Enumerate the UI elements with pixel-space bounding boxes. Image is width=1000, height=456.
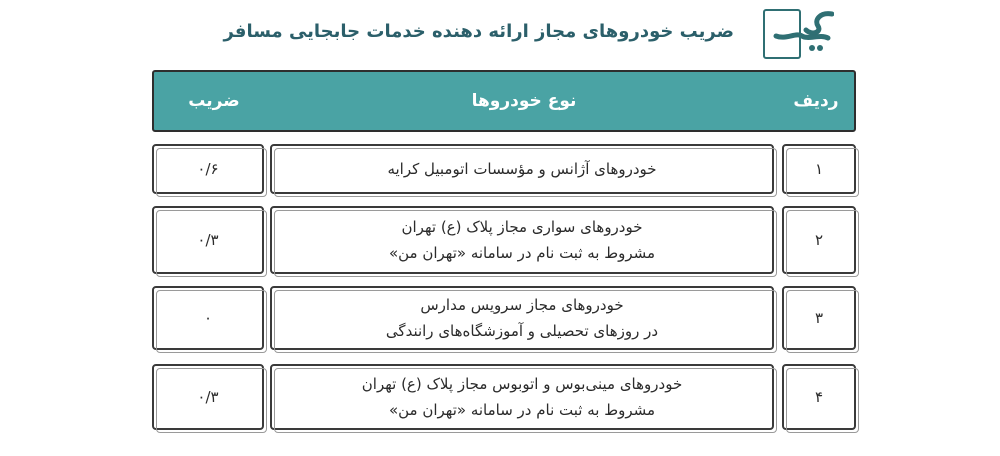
row-3-vehicle-type (270, 286, 774, 350)
row-2-vehicle-type (270, 206, 774, 274)
row-3-type-line-2: در روزهای تحصیلی و آموزشگاه‌های رانندگی (385, 322, 659, 340)
row-2-number: ۲ (782, 206, 856, 274)
row-4-number: ۴ (782, 364, 856, 430)
row-4-vehicle-type (270, 364, 774, 430)
row-4-type-line-2: مشروط به ثبت نام در سامانه «تهران من» (388, 401, 656, 419)
header-vehicle-type: نوع خودروها (471, 91, 577, 111)
table-header (152, 70, 856, 132)
page-title: ضریب خودروهای مجاز ارائه دهنده خدمات جابجایی مسافر (223, 21, 734, 42)
row-3-coefficient: ۰ (152, 286, 264, 350)
row-1-coefficient: ۰/۶ (152, 144, 264, 194)
row-3-number: ۳ (782, 286, 856, 350)
shahr-logo (762, 6, 834, 62)
row-4-type-line-1: خودروهای مینی‌بوس و اتوبوس مجاز پلاک (ع) تهران (361, 375, 683, 393)
row-2-type-line-2: مشروط به ثبت نام در سامانه «تهران من» (388, 244, 656, 262)
header-coefficient: ضریب (188, 91, 240, 111)
row-1-vehicle-type (270, 144, 774, 194)
row-4-coefficient: ۰/۳ (152, 364, 264, 430)
row-3-type-line-1: خودروهای مجاز سرویس مدارس (420, 296, 624, 314)
header-row-number: ردیف (793, 91, 839, 111)
row-1-number: ۱ (782, 144, 856, 194)
row-2-coefficient: ۰/۳ (152, 206, 264, 274)
row-2-type-line-1: خودروهای سواری مجاز پلاک (ع) تهران (401, 218, 643, 236)
row-1-type-line-1: خودروهای آژانس و مؤسسات اتومبیل کرایه (387, 160, 657, 178)
